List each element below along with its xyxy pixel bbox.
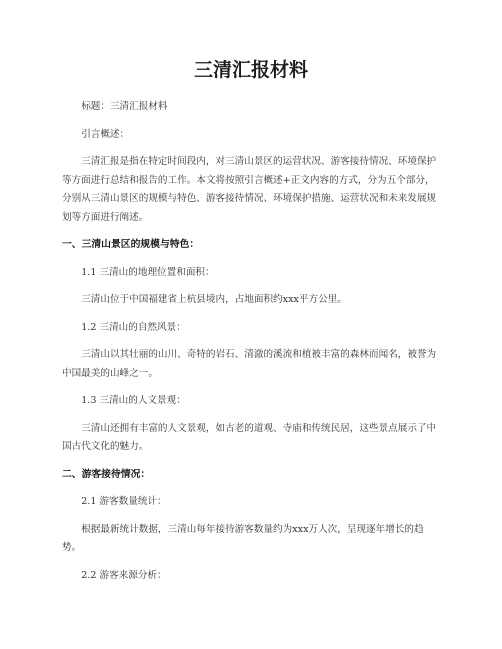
intro-label: 引言概述： bbox=[81, 128, 130, 140]
section-heading: 二、游客接待情况： bbox=[62, 468, 151, 480]
subsection-heading: 1.3 三清山的人文景观： bbox=[81, 395, 186, 406]
body-paragraph: 三清山以其壮丽的山川、奇特的岩石、清澈的溪流和植被丰富的森林而闻名，被誉为中国最美的山峰之一。 bbox=[62, 349, 437, 379]
subsection-heading: 2.1 游客数量统计： bbox=[81, 496, 167, 507]
subsection-heading: 1.1 三清山的地理位置和面积： bbox=[81, 266, 215, 278]
body-paragraph: 根据最新统计数据，三清山每年接待游客数量约为xxx万人次，呈现逐年增长的趋势。 bbox=[62, 523, 424, 553]
subject-line: 标题：三清汇报材料 bbox=[81, 101, 168, 112]
subsection-heading: 1.2 三清山的自然风景： bbox=[81, 321, 186, 333]
section-heading: 一、三清山景区的规模与特色： bbox=[62, 239, 200, 250]
body-paragraph: 三清山位于中国福建省上杭县境内，占地面积约xxx平方公里。 bbox=[81, 294, 347, 305]
subsection-heading: 2.2 游客来源分析： bbox=[81, 569, 167, 581]
body-paragraph: 三清山还拥有丰富的人文景观，如古老的道观、寺庙和传统民居，这些景点展示了中国古代文化的魅力。 bbox=[62, 422, 437, 452]
intro-paragraph: 三清汇报是指在特定时间段内，对三清山景区的运营状况、游客接待情况、环境保护等方面进行总结和报告的工作。本文将按照引言概述+正文内容的方式，分为五个部分，分别从三清山景区的规模与特色、游客接待情况、环境保护措施、运营状况和未来发展规划等方面进行阐述。 bbox=[62, 156, 437, 223]
document-title: 三清汇报材料 bbox=[193, 59, 308, 81]
